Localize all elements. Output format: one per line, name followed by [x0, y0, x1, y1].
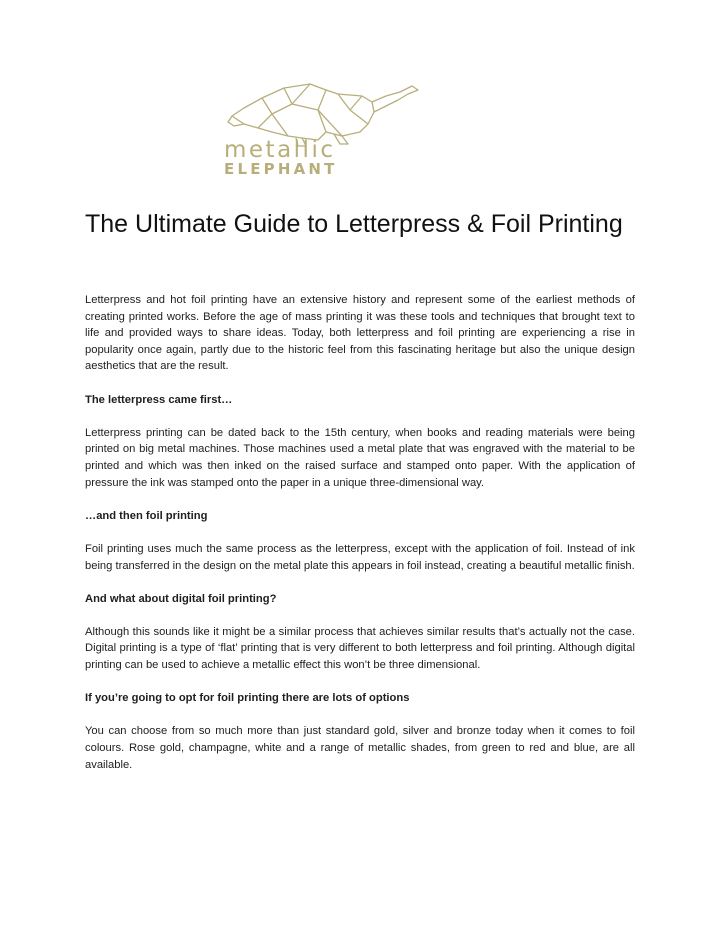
document-body: [85, 292, 635, 790]
section-heading: If you’re going to opt for foil printing there are lots of options: [85, 692, 410, 705]
metallic-elephant-logo: [222, 80, 422, 178]
logo-word-metallic: metallic: [224, 137, 336, 163]
document-title: The Ultimate Guide to Letterpress & Foil Printing: [85, 210, 623, 238]
section-heading: And what about digital foil printing?: [85, 592, 277, 605]
section-heading: …and then foil printing: [85, 509, 208, 522]
body-paragraph: You can choose from so much more than just standard gold, silver and bronze today when it comes to foil colours. Rose gold, champagne, white and a range of metallic shades, from green to red and blue, are all available.: [85, 725, 635, 771]
body-paragraph: Although this sounds like it might be a similar process that achieves similar results that’s actually not the case. Digital printing is a type of ‘flat’ printing that is very different to both letterpress and foil printing. Although digital printing can be used to achieve a metallic effect this won’t be three dimensional.: [85, 625, 635, 672]
elephant-logo-icon: [222, 80, 422, 178]
body-paragraph: Letterpress printing can be dated back to the 15th century, when books and reading materials were being printed on big metal machines. Those machines used a metal plate that was engraved with the material to be printed and which was then inked on the raised surface and stamped onto paper. With the application of pressure the ink was stamped onto the paper in a unique three-dimensional way.: [85, 426, 635, 489]
body-paragraph: Foil printing uses much the same process as the letterpress, except with the application of foil. Instead of ink being transferred in the design on the metal plate this appears in foil instead, creating a beautiful metallic finish.: [85, 542, 635, 572]
logo-word-elephant: ELEPHANT: [224, 160, 338, 178]
section-heading: The letterpress came first…: [85, 393, 233, 406]
body-paragraph: Letterpress and hot foil printing have an extensive history and represent some of the earliest methods of creating printed works. Before the age of mass printing it was these tools and techniques that brought text to life and provided ways to share ideas. Today, both letterpress and foil printing are experiencing a rise in popularity once again, partly due to the historic feel from this fascinating heritage but also the unique design aesthetics that are the result.: [85, 294, 635, 373]
